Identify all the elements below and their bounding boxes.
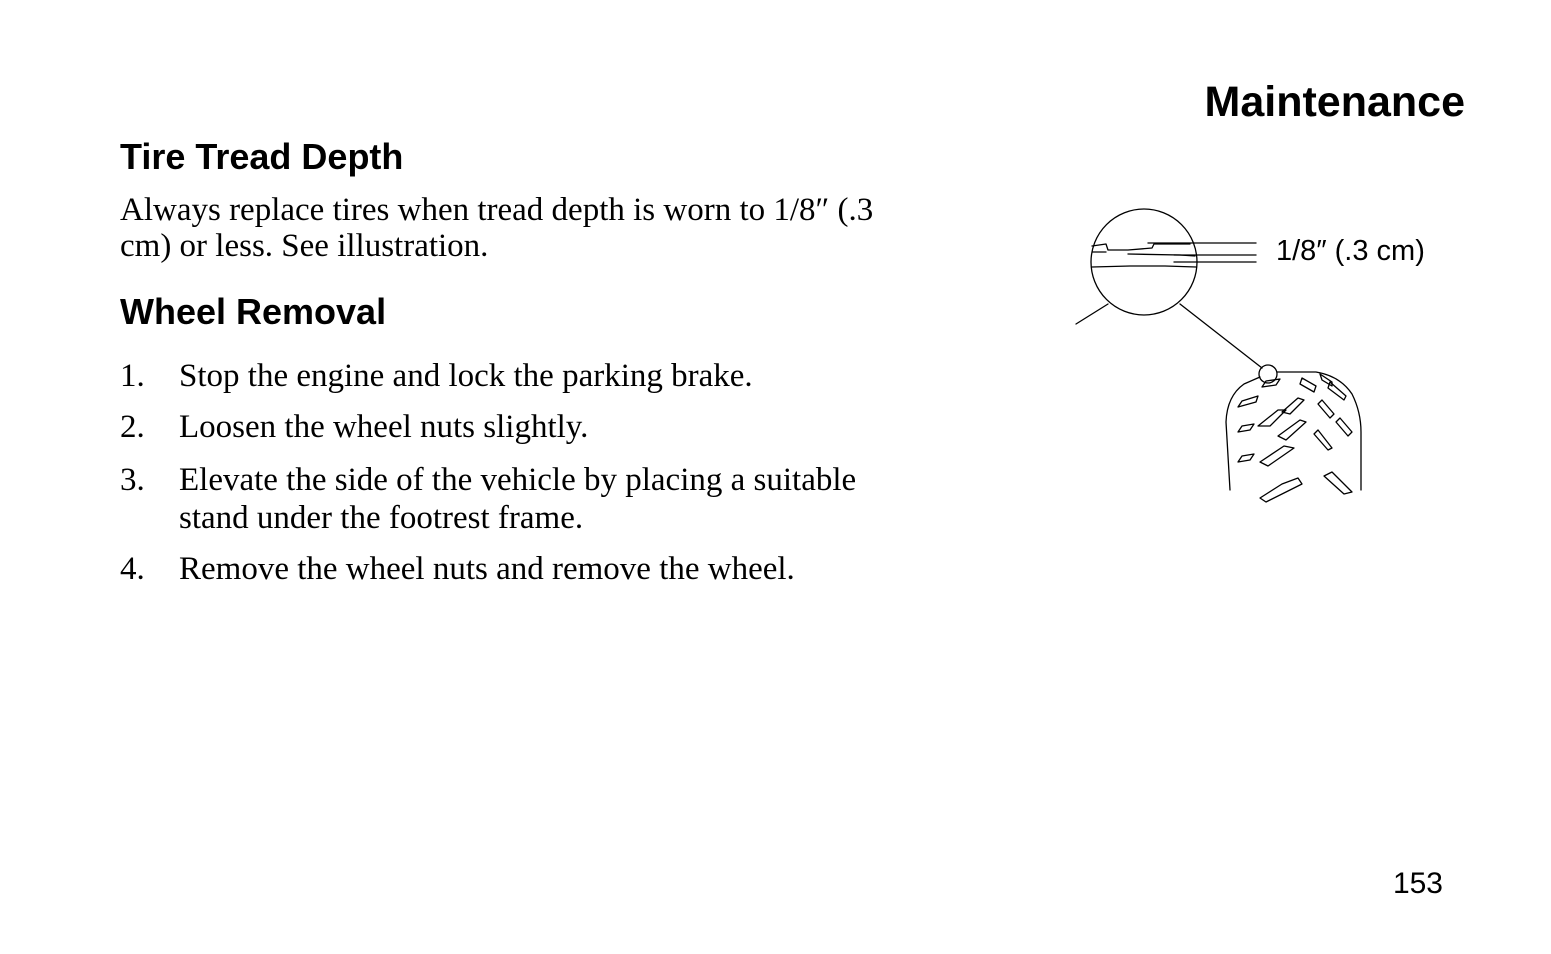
wheel-removal-heading: Wheel Removal [120, 291, 387, 332]
step-text: Remove the wheel nuts and remove the wheel. [179, 551, 795, 587]
step-item [120, 408, 900, 446]
step-text: Stop the engine and lock the parking brake. [179, 358, 753, 394]
step-text: Loosen the wheel nuts slightly. [179, 409, 589, 445]
page-number: 153 [1392, 867, 1443, 900]
tire-tread-heading: Tire Tread Depth [120, 136, 404, 177]
dimension-label: 1/8″ (.3 cm) [1276, 235, 1425, 267]
step-item [120, 550, 900, 588]
chapter-title: Maintenance [1204, 78, 1465, 126]
tire-tread-illustration [1070, 200, 1490, 510]
step-item [120, 357, 900, 395]
step-number: 2. [120, 409, 145, 445]
step-text: Elevate the side of the vehicle by placing a suitable stand under the footrest frame. [179, 462, 857, 536]
step-item [120, 461, 900, 537]
step-number: 3. [120, 462, 145, 498]
step-number: 4. [120, 551, 145, 587]
step-number: 1. [120, 358, 145, 394]
tire-tread-body: Always replace tires when tread depth is worn to 1/8″ (.3 cm) or less. See illustration. [120, 192, 874, 264]
